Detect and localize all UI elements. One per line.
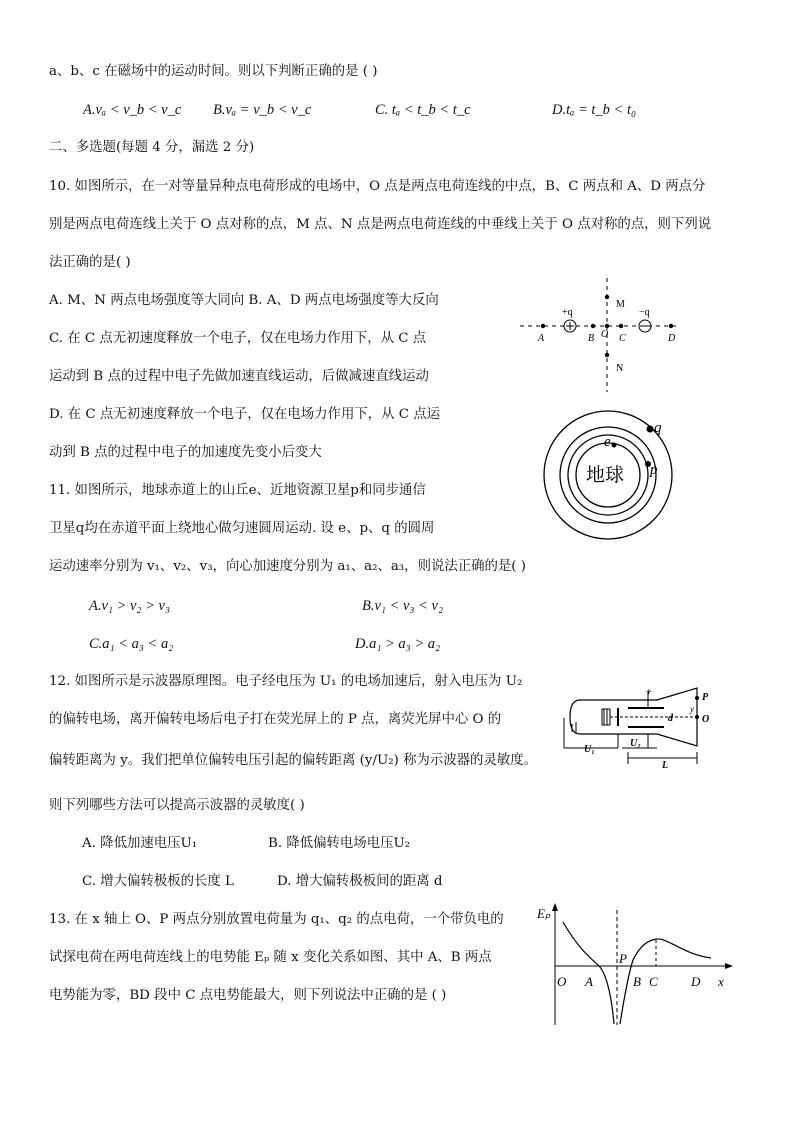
q10-dipole-figure <box>515 275 685 395</box>
intro-line: a、b、c 在磁场中的运动时间。则以下判断正确的是 ( ) <box>49 64 378 79</box>
q11-line: 11. 如图所示，地球赤道上的山丘e、近地资源卫星p和同步通信 <box>49 483 426 498</box>
q12-line: 则下列哪些方法可以提高示波器的灵敏度( ) <box>49 798 305 813</box>
q-label: q <box>654 420 662 436</box>
point-d-label: D <box>691 974 701 989</box>
q10-line: 10. 如图所示，在一对等量异种点电荷形成的电场中，O 点是两点电荷连线的中点，B、C 两点和 A、D 两点分 <box>49 179 706 194</box>
earth-label: 地球 <box>586 465 625 486</box>
p-label: p <box>650 462 658 478</box>
voltage-u1: U₁ <box>584 744 595 755</box>
plate-gap-d: d <box>668 713 673 724</box>
voltage-u2: U₂ <box>630 738 641 749</box>
q10-line: 别是两点电荷连线上关于 O 点对称的点，M 点、N 点是两点电荷连线的中垂线上关于 O 点对称的点，则下列说 <box>49 217 712 232</box>
origin-o-label: O <box>557 974 567 989</box>
point-a-label: A <box>538 333 545 344</box>
q13-line: 试探电荷在两电荷连线上的电势能 Eₚ 随 x 变化关系如图、其中 A、B 两点 <box>49 950 492 965</box>
q9-option-b: B.vₐ = v_b < v_c <box>213 102 312 118</box>
q11-line: 运动速率分别为 v₁、v₂、v₃，向心加速度分别为 a₁、a₂、a₃，则说法正确的是( ) <box>49 559 527 574</box>
q12-line: 偏转距离为 y。我们把单位偏转电压引起的偏转距离 (y/U₂) 称为示波器的灵敏度。 <box>49 753 538 768</box>
q12-line: 的偏转电场，离开偏转电场后电子打在荧光屏上的 P 点，离荧光屏中心 O 的 <box>49 712 502 727</box>
q11-option-b: B.v₁ < v₃ < v₂ <box>362 598 443 614</box>
plus-q-label: +q <box>562 307 573 318</box>
screen-center-o: O <box>702 714 710 725</box>
deflection-y: y <box>690 704 694 714</box>
point-d-label: D <box>668 333 676 344</box>
x-axis-label: x <box>718 974 724 989</box>
plate-length-l: L <box>662 760 669 771</box>
section-title: 二、多选题(每题 4 分，漏选 2 分) <box>49 140 255 155</box>
q12-option-c: C. 增大偏转极板的长度 L <box>82 874 234 889</box>
q12-option-b: B. 降低偏转电场电压U₂ <box>268 836 411 851</box>
q13-line: 电势能为零，BD 段中 C 点电势能最大，则下列说法中正确的是 ( ) <box>49 988 447 1003</box>
point-c-label: C <box>619 333 626 344</box>
point-m-label: M <box>616 299 625 310</box>
q10-option: 动到 B 点的过程中电子的加速度先变小后变大 <box>49 445 322 460</box>
ep-axis-label: Eₚ <box>537 906 551 921</box>
point-n-label: N <box>616 363 624 374</box>
q13-line: 13. 在 x 轴上 O、P 两点分别放置电荷量为 q₁、q₂ 的点电荷，一个带负电的 <box>49 912 504 927</box>
q11-option-d: D.a₁ > a₃ > a₂ <box>355 636 441 652</box>
screen-point-p: P <box>702 692 709 703</box>
q9-option-c: C. tₐ < t_b < t_c <box>375 102 471 118</box>
q10-option: 运动到 B 点的过程中电子先做加速直线运动，后做减速直线运动 <box>49 369 429 384</box>
point-b-label: B <box>633 974 641 989</box>
point-c-label: C <box>649 974 658 989</box>
q10-line: 法正确的是( ) <box>49 255 131 270</box>
minus-q-label: −q <box>639 307 650 318</box>
q11-option-a: A.v₁ > v₂ > v₃ <box>89 598 170 614</box>
point-a-label: A <box>585 974 593 989</box>
q12-option-a: A. 降低加速电压U₁ <box>82 836 198 851</box>
q13-potential-energy-graph <box>533 900 733 1030</box>
point-b-label: B <box>588 333 595 344</box>
q10-option: C. 在 C 点无初速度释放一个电子，仅在电场力作用下，从 C 点 <box>49 331 427 346</box>
q12-line: 12. 如图所示是示波器原理图。电子经电压为 U₁ 的电场加速后，射入电压为 U₂ <box>49 674 523 689</box>
q10-option: D. 在 C 点无初速度释放一个电子，仅在电场力作用下，从 C 点运 <box>49 407 441 422</box>
q9-option-d: D.tₐ = t_b < t₀ <box>552 102 637 118</box>
q11-line: 卫星q均在赤道平面上绕地心做匀速圆周运动. 设 e、p、q 的圆周 <box>49 521 435 536</box>
point-p-label: P <box>619 951 627 966</box>
point-o-label: O <box>601 329 609 340</box>
q11-option-c: C.a₁ < a₃ < a₂ <box>89 636 174 652</box>
q12-option-d: D. 增大偏转极板间的距离 d <box>277 874 443 889</box>
plus-sign-label: + <box>646 687 652 698</box>
e-label: e <box>604 434 611 450</box>
q9-option-a: A.vₐ < v_b < v_c <box>83 102 182 118</box>
q12-oscilloscope-figure <box>562 686 722 771</box>
q11-orbit-figure <box>540 408 680 543</box>
q10-option: A. M、N 两点电场强度等大同向 B. A、D 两点电场强度等大反向 <box>49 293 439 308</box>
